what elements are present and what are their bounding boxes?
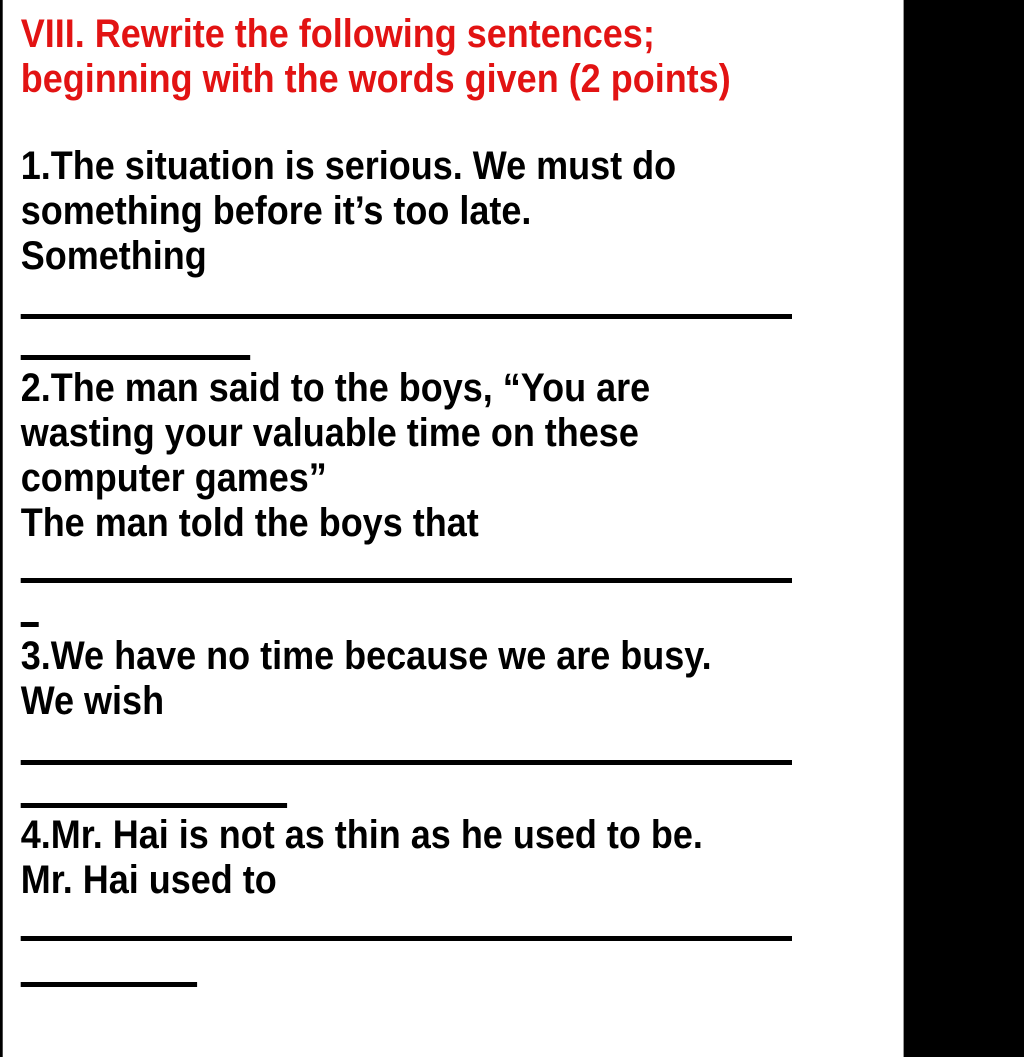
heading-line-1: VIII. Rewrite the following sentences;	[20, 12, 655, 56]
question-2-line-1: 2.The man said to the boys, “You are	[20, 366, 651, 410]
question-3-answer-line-2	[21, 803, 287, 808]
question-2-prompt: The man told the boys that	[20, 501, 479, 545]
question-1-line-1: 1.The situation is serious. We must do	[20, 144, 677, 188]
question-4-line-1: 4.Mr. Hai is not as thin as he used to be.	[20, 813, 703, 857]
question-3-line-1: 3.We have no time because we are busy.	[20, 634, 712, 678]
question-3-prompt: We wish	[20, 679, 165, 723]
question-4-prompt: Mr. Hai used to	[20, 858, 277, 902]
question-3-answer-line-1	[21, 760, 792, 765]
section-heading	[21, 12, 731, 102]
question-1-answer-line-2	[21, 355, 251, 360]
question-2-line-3: computer games”	[20, 456, 327, 500]
question-1-line-2: something before it’s too late.	[20, 189, 532, 233]
question-1-answer-line-1	[21, 314, 792, 319]
question-2-line-2: wasting your valuable time on these	[20, 411, 639, 455]
question-4-answer-line-1	[21, 936, 792, 941]
question-1-prompt: Something	[20, 234, 207, 278]
question-2-answer-line-2	[21, 622, 39, 627]
question-2-answer-line-1	[21, 578, 792, 583]
heading-line-2: beginning with the words given (2 points)	[20, 57, 731, 101]
question-4-answer-line-2	[21, 982, 197, 987]
